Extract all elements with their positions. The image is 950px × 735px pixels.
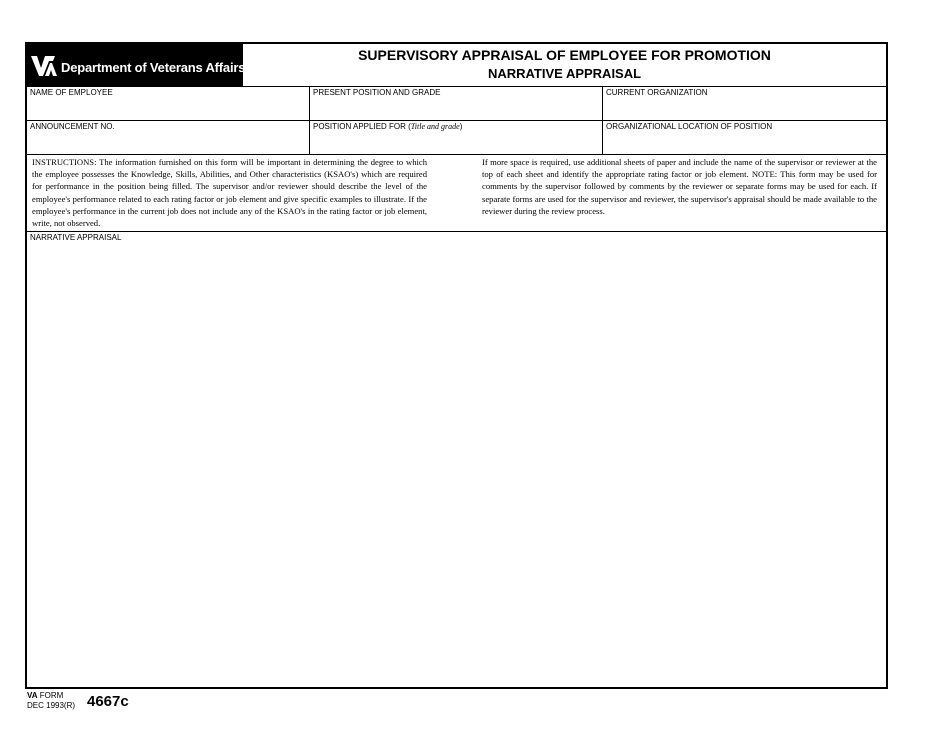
name-of-employee-label: NAME OF EMPLOYEE: [30, 88, 113, 97]
appraisal-form: [25, 42, 888, 689]
announcement-no-field[interactable]: [27, 120, 310, 154]
va-logo-block: [27, 44, 246, 86]
form-number: 4667c: [87, 693, 129, 710]
employee-info-row: [27, 86, 886, 121]
current-organization-label: CURRENT ORGANIZATION: [606, 88, 708, 97]
form-revision-date: DEC 1993(R): [27, 701, 76, 710]
position-applied-prefix: POSITION APPLIED FOR (: [313, 122, 411, 131]
instructions-text-right: If more space is required, use additional sheets of paper and include the name of the supervisor or reviewer at the top of each sheet and identify the appropriate rating factor or job element. NOTE: This form may be used for comments by the supervisor followed by comments by the reviewer or separate forms may be used for each. If separate forms are used for the supervisor and reviewer, the supervisor's appraisal should be made available to the reviewer during the review process.: [482, 157, 877, 216]
form-subtitle: NARRATIVE APPRAISAL: [487, 66, 642, 81]
instructions-text-left: INSTRUCTIONS: The information furnished on this form will be important in determining the degree to which the employee possesses the Knowledge, Skills, Abilities, and Other characteristics (KSAO's) which are required for performance in the position being filled. The supervisor and/or reviewer should describe the level of the employee's performance related to each rating factor or job element and give specific examples to illustrate. If the employee's performance in the current job does not include any of the KSAO's in the rating factor or job element, write, not observed.: [32, 157, 427, 229]
organizational-location-label: ORGANIZATIONAL LOCATION OF POSITION: [606, 122, 773, 131]
va-seal-icon: [30, 53, 58, 79]
current-organization-field[interactable]: [603, 86, 886, 120]
narrative-appraisal-label: NARRATIVE APPRAISAL: [30, 233, 122, 242]
position-info-row: [27, 120, 886, 155]
announcement-no-label: ANNOUNCEMENT NO.: [30, 122, 115, 131]
va-abbrev: VA: [27, 691, 38, 700]
form-id-label: [27, 691, 63, 700]
name-of-employee-field[interactable]: [27, 86, 310, 120]
position-applied-field[interactable]: [310, 120, 603, 154]
form-title: SUPERVISORY APPRAISAL OF EMPLOYEE FOR PROMOTION: [358, 47, 771, 63]
instructions-section: [27, 154, 886, 232]
title-area: [243, 44, 886, 86]
narrative-appraisal-field[interactable]: [27, 231, 886, 687]
organizational-location-field[interactable]: [603, 120, 886, 154]
form-header: [27, 44, 886, 87]
position-applied-label: [313, 122, 462, 131]
present-position-field[interactable]: [310, 86, 603, 120]
form-word: FORM: [37, 691, 64, 700]
position-applied-hint: Title and grade: [410, 122, 460, 131]
present-position-label: PRESENT POSITION AND GRADE: [313, 88, 441, 97]
position-applied-suffix: ): [459, 122, 463, 131]
department-name: Department of Veterans Affairs: [61, 60, 246, 75]
